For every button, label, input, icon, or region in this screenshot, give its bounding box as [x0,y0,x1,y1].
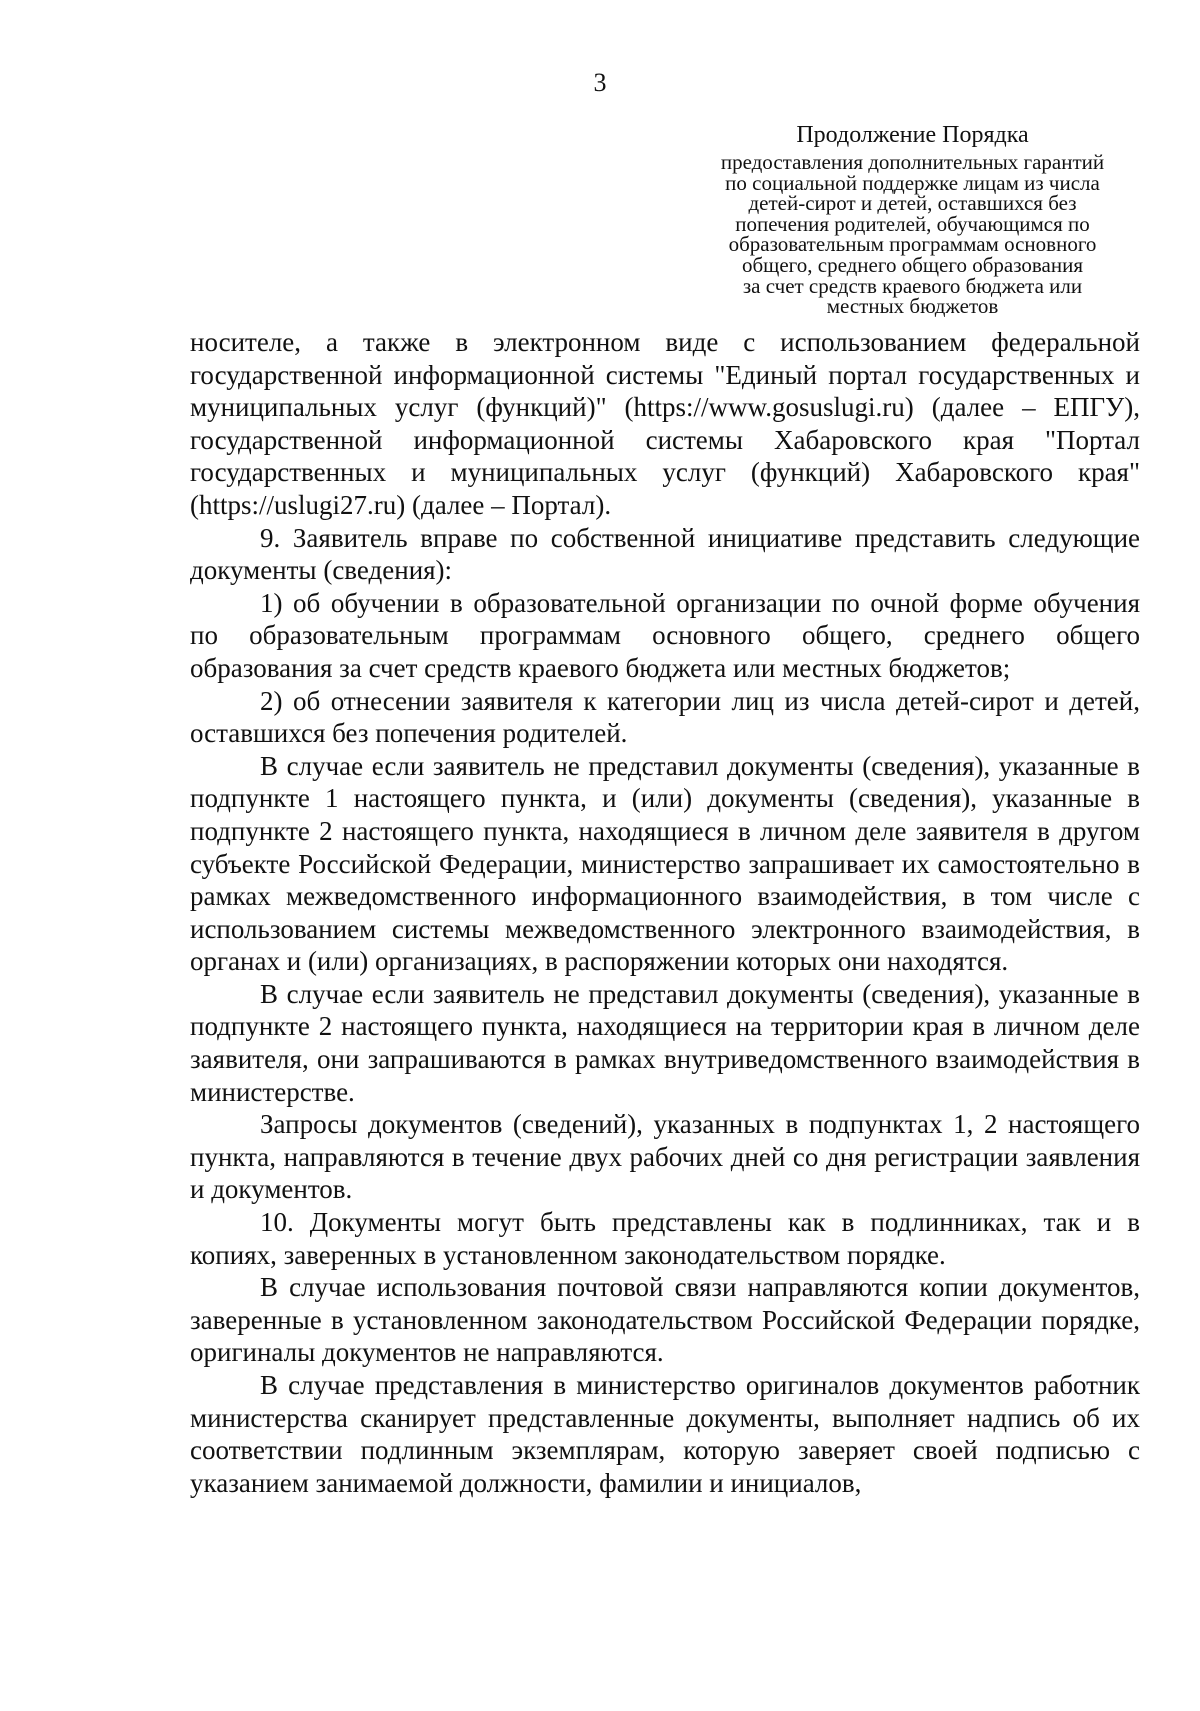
paragraph: В случае если заявитель не представил документы (сведения), указанные в подпункте 1 настоящего пункта, и (или) документы (сведения), указанные в подпункте 2 настоящего пункта, находящиеся в личном деле заявителя в другом субъекте Российской Федерации, министерство запрашивает их самостоятельно в рамках межведомственного информационного взаимодействия, в том числе с использованием системы межведомственного электронного взаимодействия, в органах и (или) организациях, в распоряжении которых они находятся. [190,750,1140,977]
paragraph-subitem-2: 2) об отнесении заявителя к категории лиц из числа детей-сирот и детей, оставшихся без попечения родителей. [190,685,1140,749]
paragraph-subitem-1: 1) об обучении в образовательной организации по очной форме обучения по образовательным программам основного общего, среднего общего образования за счет средств краевого бюджета или местных бюджетов; [190,587,1140,683]
header-subtitle-line: предоставления дополнительных гарантий [720,150,1105,174]
header-title: Продолжение Порядка [796,122,1029,148]
header-subtitle-line: детей-сирот и детей, оставшихся без [748,191,1077,216]
page-number: 3 [593,68,607,97]
header-subtitle-line: местных бюджетов [826,294,999,319]
header-subtitle [685,152,1140,317]
paragraph: Запросы документов (сведений), указанных в подпунктах 1, 2 настоящего пункта, направляются в течение двух рабочих дней со дня регистрации заявления и документов. [190,1109,1140,1205]
header-subtitle-line: по социальной поддержке лицам из числа [725,170,1100,195]
header-subtitle-line: общего, среднего общего образования [741,252,1083,277]
paragraph-continuation: носителе, а также в электронном виде с использованием федеральной государственной информационной системы "Единый портал государственных и муниципальных услуг (функций)" (https://www.gosuslugi.ru) (далее – ЕПГУ), государственной информационной системы Хабаровского края "Портал государственных и муниципальных услуг (функций) Хабаровского края" (https://uslugi27.ru) (далее – Портал). [190,327,1140,520]
paragraph: В случае использования почтовой связи направляются копии документов, заверенные в установленном законодательством Российской Федерации порядке, оригиналы документов не направляются. [190,1272,1140,1368]
document-header [685,120,1140,317]
header-subtitle-line: за счет средств краевого бюджета или [742,273,1083,298]
header-subtitle-line: образовательным программам основного [728,232,1097,257]
document-body [190,326,1140,1499]
header-subtitle-line: попечения родителей, обучающимся по [735,211,1090,236]
paragraph: В случае представления в министерство оригиналов документов работник министерства сканирует представленные документы, выполняет надпись об их соответствии подлинным экземплярам, которую заверяет своей подписью с указанием занимаемой должности, фамилии и инициалов, [190,1370,1140,1498]
paragraph: В случае если заявитель не представил документы (сведения), указанные в подпункте 2 настоящего пункта, находящиеся на территории края в личном деле заявителя, они запрашиваются в рамках внутриведомственного взаимодействия в министерстве. [190,978,1140,1107]
paragraph-item-10: 10. Документы могут быть представлены как в подлинниках, так и в копиях, заверенных в установленном законодательством порядке. [190,1207,1140,1270]
paragraph-item-9: 9. Заявитель вправе по собственной инициативе представить следующие документы (сведения): [190,522,1140,586]
